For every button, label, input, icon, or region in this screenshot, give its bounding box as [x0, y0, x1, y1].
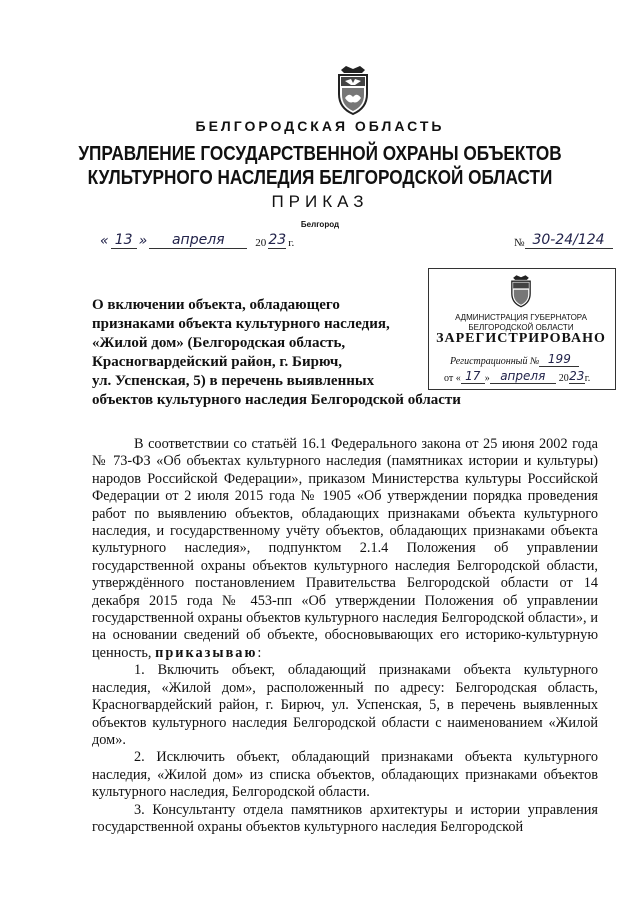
title-line: объектов культурного наследия Белгородской области — [92, 392, 461, 408]
order-colon: : — [257, 644, 262, 661]
stamp-date — [444, 369, 590, 384]
department-heading-line1: УПРАВЛЕНИЕ ГОСУДАРСТВЕННОЙ ОХРАНЫ ОБЪЕКТОВ — [78, 143, 562, 165]
title-line: признаками объекта культурного наследия, — [92, 316, 390, 332]
order-date — [100, 232, 294, 249]
preamble-text: В соответствии со статьёй 16.1 Федерального закона от 25 июня 2002 года № 73-ФЗ «Об объектах культурного наследия (памятниках истории и культуры) народов Российской Федерации», приказом Министерства культуры Российской Федерации от 2 июля 2015 года № 1905 «Об утверждении порядка проведения работ по выявлению объектов, обладающих признаками объекта культурного наследия, и государственному учёту объектов, обладающих признаками объекта культурного наследия», подпунктом 2.1.4 Положения об управлении государственной охраны объектов культурного наследия Белгородской области, утверждённого постановлением Правительства Белгородской области от 14 декабря 2015 года № 453-пп «Об утверждении Положения об управлении государственной охраны объектов культурного наследия Белгородской области», и на основании сведений об объекте, обосновывающих его историко-культурную ценность, — [92, 436, 598, 661]
stamp-year-prefix: 20 — [558, 373, 569, 384]
stamp-admin-line1: АДМИНИСТРАЦИЯ ГУБЕРНАТОРА — [455, 313, 587, 322]
stamp-reg-number — [450, 352, 579, 367]
date-day: 13 — [111, 232, 137, 249]
document-type: ПРИКАЗ — [271, 192, 369, 211]
order-title — [92, 296, 482, 410]
coat-of-arms-emblem — [331, 64, 375, 116]
date-year-end: г. — [288, 237, 295, 249]
title-line: Красногвардейский район, г. Бирюч, — [92, 354, 343, 370]
body-paragraph-item2: 2. Исключить объект, обладающий признаками объекта культурного наследия, «Жилой дом» из списка объектов, обладающих признаками объектов культурного наследия, Белгородской области. — [92, 749, 598, 801]
region-heading: БЕЛГОРОДСКАЯ ОБЛАСТЬ — [195, 118, 445, 134]
city-label: Белгород — [300, 220, 340, 229]
stamp-close-quote: » — [484, 373, 490, 384]
date-year-suffix: 23 — [268, 232, 287, 248]
order-number — [514, 232, 613, 249]
number-sign: № — [514, 237, 525, 249]
date-open-quote: « — [100, 233, 109, 249]
number-value: 30-24/124 — [525, 232, 613, 249]
order-body — [92, 436, 598, 836]
title-line: «Жилой дом» (Белгородская область, — [92, 335, 346, 351]
stamp-day: 17 — [461, 369, 485, 384]
body-paragraph-preamble — [92, 436, 598, 662]
stamp-month: апреля — [490, 369, 556, 384]
stamp-admin-line2: БЕЛГОРОДСКОЙ ОБЛАСТИ — [468, 323, 574, 332]
body-paragraph-item3: 3. Консультанту отдела памятников архитектуры и истории управления государственной охраны объектов культурного наследия Белгородской — [92, 801, 598, 835]
order-word: приказываю — [155, 644, 258, 661]
stamp-admin-name — [428, 313, 614, 333]
title-line: ул. Успенская, 5) в перечень выявленных — [92, 373, 375, 389]
title-line: О включении объекта, обладающего — [92, 297, 340, 313]
stamp-from-label: от « — [444, 373, 461, 384]
date-year-prefix: 20 — [255, 237, 267, 249]
body-paragraph-item1: 1. Включить объект, обладающий признаками объекта культурного наследия, «Жилой дом», расположенный по адресу: Белгородская область, Красногвардейский район, г. Бирюч, ул. Успенская, 5, в перечень выявленных объектов культурного наследия Белгородской области с наименованием «Жилой дом». — [92, 662, 598, 748]
date-close-quote: » — [138, 233, 148, 249]
stamp-registered-label: ЗАРЕГИСТРИРОВАНО — [436, 331, 606, 346]
stamp-reg-label: Регистрационный № — [450, 356, 540, 367]
stamp-reg-value: 199 — [539, 352, 579, 367]
department-heading-line2: КУЛЬТУРНОГО НАСЛЕДИЯ БЕЛГОРОДСКОЙ ОБЛАСТИ — [87, 167, 553, 189]
date-month: апреля — [149, 232, 247, 249]
department-heading — [45, 142, 595, 190]
stamp-year-end: г. — [584, 373, 591, 384]
stamp-year-suffix: 23 — [569, 369, 585, 383]
stamp-emblem — [506, 274, 536, 308]
